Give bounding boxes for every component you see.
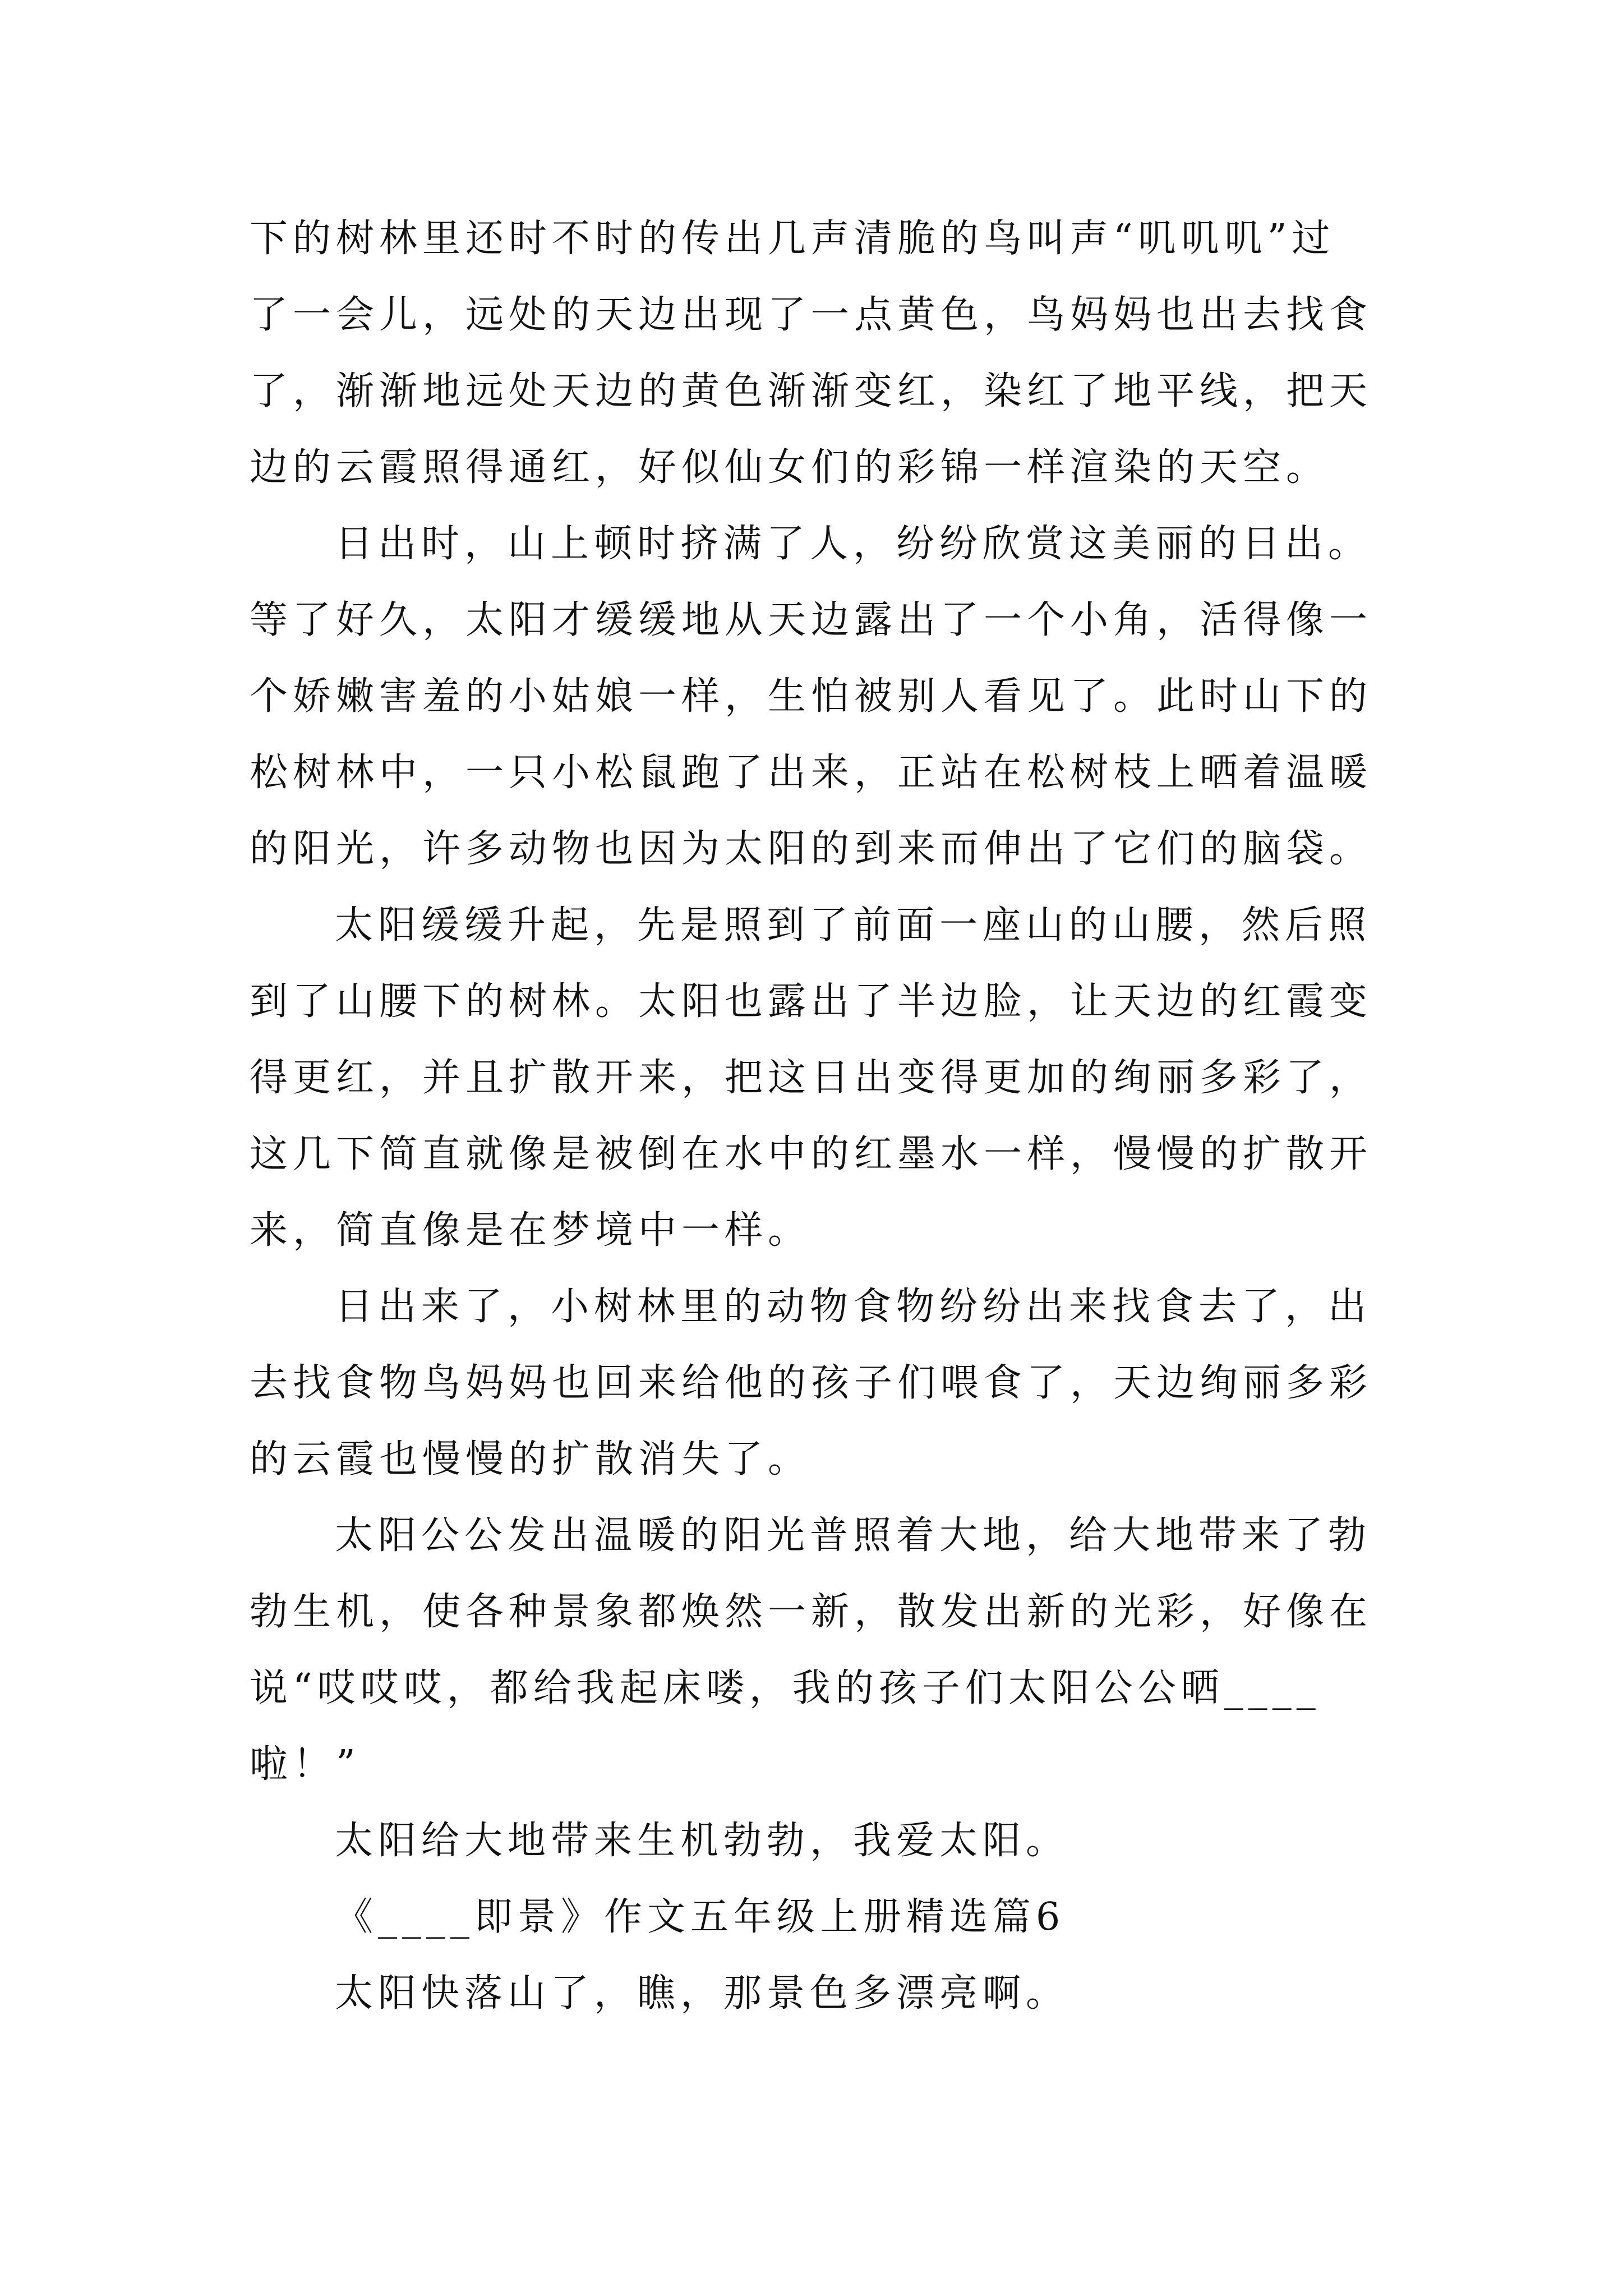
text-line: 太阳给大地带来生机勃勃，我爱太阳。 [335,1819,1069,1863]
paragraph-3 [250,887,1377,1269]
text-line: 太阳快落山了，瞧，那景色多漂亮啊。 [335,1971,1069,2016]
text-line: 了一会儿，远处的天边出现了一点黄色，鸟妈妈也出去找食 [250,293,1373,337]
paragraph-5 [250,1498,1377,1803]
paragraph-6 [250,1803,1377,1879]
text-line: 边的云霞照得通红，好似仙女们的彩锦一样渲染的天空。 [250,445,1330,490]
text-line: 勃生机，使各种景象都焕然一新，散发出新的光彩，好像在 [250,1590,1373,1634]
text-line: 个娇嫩害羞的小姑娘一样，生怕被别人看见了。此时山下的 [250,674,1373,719]
text-line: 得更红，并且扩散开来，把这日出变得更加的绚丽多彩了， [250,1056,1373,1100]
paragraph-2 [250,506,1377,887]
text-line: 松树林中，一只小松鼠跑了出来，正站在松树枝上晒着温暖 [250,751,1373,795]
text-line: 说“哎哎哎，都给我起床喽，我的孩子们太阳公公晒____ [250,1666,1321,1710]
text-line: 日出时，山上顿时挤满了人，纷纷欣赏这美丽的日出。 [335,522,1372,566]
text-line: 太阳缓缓升起，先是照到了前面一座山的山腰，然后照 [335,903,1372,947]
text-line: 去找食物鸟妈妈也回来给他的孩子们喂食了，天边绚丽多彩 [250,1361,1373,1405]
text-line: 到了山腰下的树林。太阳也露出了半边脸，让天边的红霞变 [250,979,1373,1024]
text-line: 啦！” [250,1742,361,1787]
text-line: 太阳公公发出温暖的阳光普照着大地，给大地带来了勃 [335,1513,1372,1558]
text-line: 这几下简直就像是被倒在水中的红墨水一样，慢慢的扩散开 [250,1132,1373,1176]
text-line: 来，简直像是在梦境中一样。 [250,1208,811,1253]
essay-body [250,201,1377,2032]
text-line: 了，渐渐地远处天边的黄色渐渐变红，染红了地平线，把天 [250,369,1373,413]
paragraph-7 [250,1955,1377,2032]
paragraph-1 [250,201,1377,506]
text-line: 的云霞也慢慢的扩散消失了。 [250,1437,811,1481]
text-line: 日出来了，小树林里的动物食物纷纷出来找食去了，出 [335,1285,1372,1329]
text-line: 的阳光，许多动物也因为太阳的到来而伸出了它们的脑袋。 [250,827,1373,871]
text-line: 下的树林里还时不时的传出几声清脆的鸟叫声“叽叽叽”过 [250,217,1335,261]
paragraph-4 [250,1269,1377,1498]
text-line: 等了好久，太阳才缓缓地从天边露出了一个小角，活得像一 [250,598,1373,642]
section-heading [250,1879,1377,1955]
text-line: 《____即景》作文五年级上册精选篇6 [335,1895,1066,1939]
